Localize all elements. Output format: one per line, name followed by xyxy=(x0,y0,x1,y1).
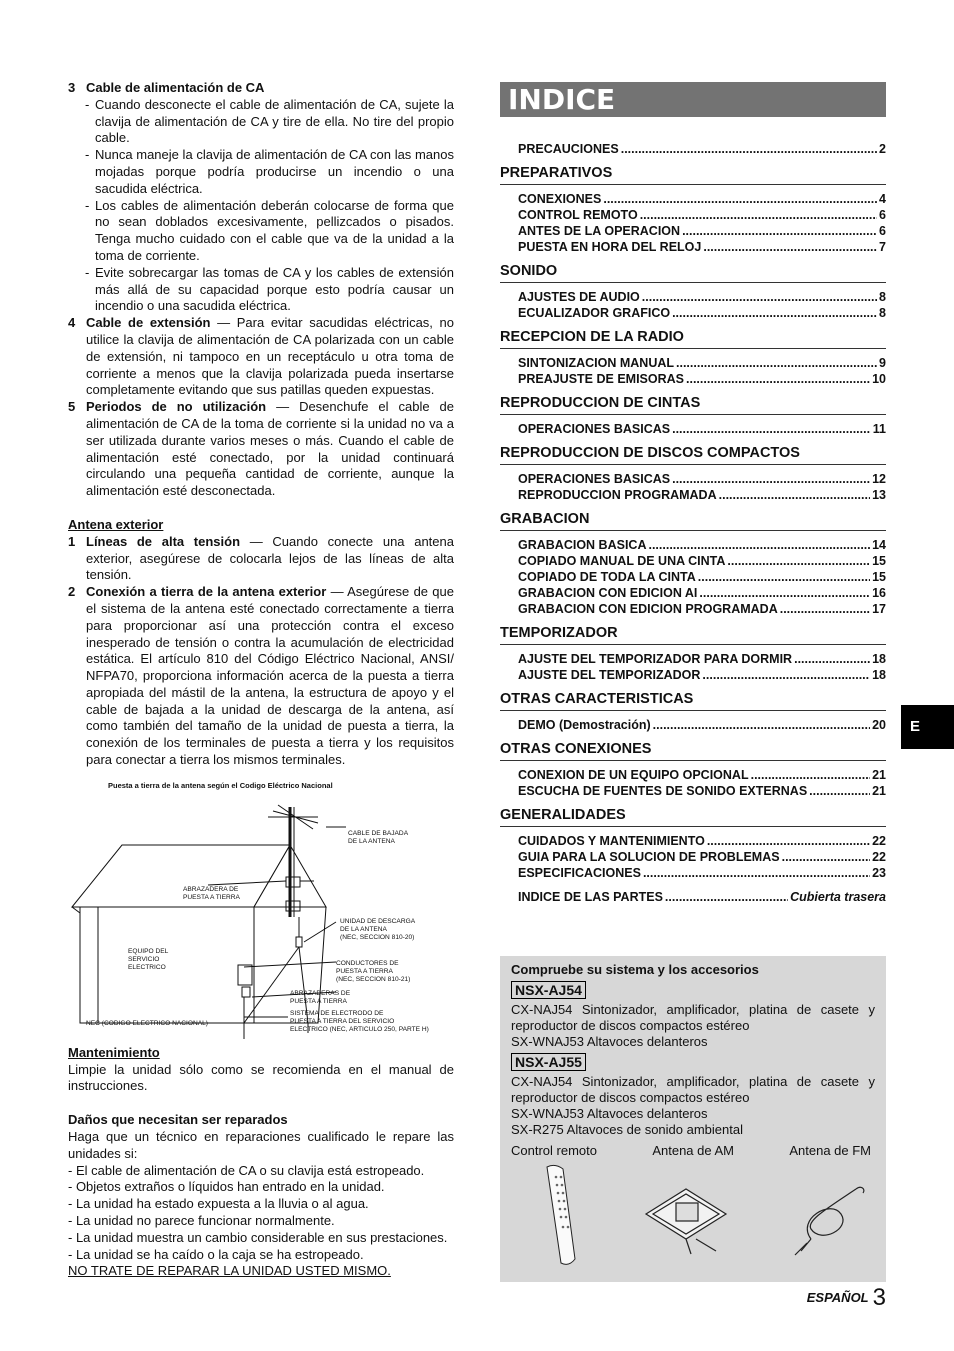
antenna-item-1: 1 Líneas de alta tensión — Cuando conecte una antena exterior, asegúrese de colocarla lejos de las líneas de alta tensión. xyxy=(68,533,454,583)
accessory-label: Control remoto xyxy=(511,1143,597,1158)
toc-entry[interactable]: CONEXION DE UN EQUIPO OPCIONAL ..... 21 xyxy=(518,767,886,783)
accessory-label: Antena de FM xyxy=(789,1143,871,1158)
damage-list xyxy=(68,1163,454,1264)
damage-title: Daños que necesitan ser reparados xyxy=(68,1112,288,1128)
toc-group xyxy=(500,395,886,437)
toc-entry[interactable]: GRABACION CON EDICION PROGRAMADA ..... 17 xyxy=(518,601,886,617)
sub-item: - Cuando desconecte el cable de alimentación de CA, sujete la clavija de alimentación de CA y tire de ella. No tire del propio cable. xyxy=(85,96,454,146)
toc-entry-parts[interactable]: INDICE DE LAS PARTES ..... Cubierta trasera xyxy=(518,889,886,905)
toc-group xyxy=(500,625,886,683)
svg-text:(NEC, SECCION 810-20): (NEC, SECCION 810-20) xyxy=(340,933,415,941)
item-heading: Cable de alimentación de CA xyxy=(86,80,265,95)
sub-item: - Nunca maneje la clavija de alimentación de CA con las manos mojadas porque podría producirse un incendio o una sacudida eléctrica. xyxy=(85,147,454,196)
maintenance-text: Limpie la unidad sólo como se recomienda en el manual de instrucciones. xyxy=(68,1061,454,1094)
accessories-title: Compruebe su sistema y los accesorios xyxy=(511,962,759,977)
svg-text:DE LA ANTENA: DE LA ANTENA xyxy=(340,925,387,933)
toc-group-title: GENERALIDADES xyxy=(500,807,886,827)
svg-text:PUESTA A TIERRA: PUESTA A TIERRA xyxy=(290,997,347,1005)
page-number: 3 xyxy=(872,1284,886,1311)
toc-group-title: REPRODUCCION DE CINTAS xyxy=(500,395,886,415)
damage-intro: Haga que un técnico en reparaciones cualificado le repare las unidades si: xyxy=(68,1129,454,1161)
item-3 xyxy=(68,80,454,97)
toc-entry[interactable]: GUIA PARA LA SOLUCION DE PROBLEMAS ..... 22 xyxy=(518,849,886,865)
svg-text:(NEC, SECCION 810-21): (NEC, SECCION 810-21) xyxy=(336,975,411,983)
toc-entry[interactable]: DEMO (Demostración) ..... 20 xyxy=(518,717,886,733)
sub-item: - Evite sobrecargar las tomas de CA y los cables de extensión más allá de su capacidad porque esto podría causar un incendio o una sacudida eléctrica. xyxy=(85,264,454,314)
toc-group xyxy=(500,165,886,255)
accessories-box: Compruebe su sistema y los accesorios NSX-AJ54 CX-NAJ54 Sintonizador, amplificador, platina de casete y reproductor de discos compactos estéreo SX-WNAJ53 Altavoces delanteros NSX-AJ55 CX-NAJ54 Sintonizador, amplificador, platina de casete y reproductor de discos compactos estéreo SX-WNAJ53 Altavoces delanteros SX-R275 Altavoces de sonido ambiental Control remoto Antena de AM Antena de FM xyxy=(500,956,886,1282)
list-item: - El cable de alimentación de CA o su clavija está estropeado. xyxy=(68,1162,425,1178)
toc-entry[interactable]: ESPECIFICACIONES ..... 23 xyxy=(518,865,886,881)
toc-group-title: GRABACION xyxy=(500,511,886,531)
grounding-diagram xyxy=(68,777,454,1045)
toc-entry[interactable]: CUIDADOS Y MANTENIMIENTO ..... 22 xyxy=(518,833,886,849)
list-item: - Objetos extraños o líquidos han entrado en la unidad. xyxy=(68,1179,385,1195)
toc-entry[interactable]: GRABACION CON EDICION AI ..... 16 xyxy=(518,585,886,601)
language-tab[interactable]: E xyxy=(901,705,954,749)
toc-entry[interactable]: CONEXIONES ..... 4 xyxy=(518,191,886,207)
svg-text:ELECTRICO: ELECTRICO xyxy=(128,963,166,971)
remote-control-icon xyxy=(547,1165,575,1264)
antenna-item-2: 2 Conexión a tierra de la antena exterior — Asegúrese de que el sistema de la antena esté conectado correctamente a tierra para proporcionar así una protección contra el exceso inesperado de tensión o contra la acumulación de electricidad estática. El artículo 810 del Código Eléctrico Nacional, ANSI/ NFPA70, proporciona información acerca de la puesta a tierra apropiada del mástil de la antena, la estructura de apoyo y el cable de bajada a la unidad de descarga de la antena, así como también del tamaño de la unidad de puesta a tierra, la conexión de los terminales de puesta a tierra y los requisitos para conectar a tierra los mismos terminales. xyxy=(68,584,454,768)
toc-groups xyxy=(500,165,886,881)
toc-group xyxy=(500,807,886,881)
table-of-contents xyxy=(500,82,886,905)
item-number: 3 xyxy=(68,80,76,95)
toc-group-title: REPRODUCCION DE DISCOS COMPACTOS xyxy=(500,445,886,465)
toc-entry[interactable]: CONTROL REMOTO ..... 6 xyxy=(518,207,886,223)
toc-entry[interactable]: GRABACION BASICA ..... 14 xyxy=(518,537,886,553)
model-badge: NSX-AJ55 xyxy=(511,1053,586,1071)
toc-group xyxy=(500,511,886,617)
svg-text:UNIDAD DE DESCARGA: UNIDAD DE DESCARGA xyxy=(340,917,416,925)
accessory-label: Antena de AM xyxy=(652,1143,734,1158)
svg-text:PUESTA A TIERRA: PUESTA A TIERRA xyxy=(336,967,393,975)
toc-entry[interactable]: PRECAUCIONES ..... 2 xyxy=(518,141,886,157)
svg-text:SERVICIO: SERVICIO xyxy=(128,955,160,963)
list-item: - La unidad muestra un cambio considerable en sus prestaciones. xyxy=(68,1229,448,1245)
am-antenna-icon xyxy=(646,1189,726,1254)
svg-text:ELECTRICO (NEC, ARTICULO 250,: ELECTRICO (NEC, ARTICULO 250, PARTE H) xyxy=(290,1025,429,1033)
svg-text:EQUIPO DEL: EQUIPO DEL xyxy=(128,947,169,955)
list-item: - La unidad se ha caído o la caja se ha estropeado. xyxy=(68,1246,364,1262)
item-4: 4 Cable de extensión — Para evitar sacudidas eléctricas, no utilice la clavija de alimentación de CA polarizada con un cable de extensión, ni tampoco en un receptáculo u otra toma de corriente a menos que la clavija polarizada pueda insertarse completamente evitando que sus patillas queden expuestas. xyxy=(68,315,454,398)
toc-group-title: OTRAS CONEXIONES xyxy=(500,741,886,761)
svg-text:ABRAZADERA DE: ABRAZADERA DE xyxy=(183,885,239,893)
antenna-title: Antena exterior xyxy=(68,516,164,532)
toc-entry[interactable]: ESCUCHA DE FUENTES DE SONIDO EXTERNAS ..... 21 xyxy=(518,783,886,799)
model-badge: NSX-AJ54 xyxy=(511,981,586,999)
diagram-title: Puesta a tierra de la antena según el Codigo Eléctrico Nacional xyxy=(108,780,333,790)
svg-text:CABLE DE BAJADA: CABLE DE BAJADA xyxy=(348,829,409,837)
toc-entry[interactable]: COPIADO MANUAL DE UNA CINTA ..... 15 xyxy=(518,553,886,569)
sub-item: - Los cables de alimentación deberán colocarse de forma que no sean doblados excesivamente, pellizcados o pisados. Tenga mucho cuidado con el cable que va de la unidad a la toma de corriente. xyxy=(85,197,454,263)
maintenance-title: Mantenimiento xyxy=(68,1044,160,1060)
toc-entry[interactable]: AJUSTE DEL TEMPORIZADOR PARA DORMIR ..... 18 xyxy=(518,651,886,667)
toc-entry[interactable]: PREAJUSTE DE EMISORAS ..... 10 xyxy=(518,371,886,387)
toc-group-title: PREPARATIVOS xyxy=(500,165,886,185)
damage-warning: NO TRATE DE REPARAR LA UNIDAD USTED MISMO. xyxy=(68,1263,391,1279)
svg-text:ABRAZADERAS DE: ABRAZADERAS DE xyxy=(290,989,351,997)
list-item: - La unidad ha estado expuesta a la lluvia o al agua. xyxy=(68,1196,369,1212)
page-footer xyxy=(807,1284,886,1312)
toc-entry[interactable]: COPIADO DE TODA LA CINTA ..... 15 xyxy=(518,569,886,585)
svg-text:PUESTA A TIERRA: PUESTA A TIERRA xyxy=(183,893,240,901)
fm-antenna-icon xyxy=(795,1187,864,1255)
toc-group-title: SONIDO xyxy=(500,263,886,283)
list-item: - La unidad no parece funcionar normalmente. xyxy=(68,1213,335,1229)
svg-text:SISTEMA DE ELECTRODO DE: SISTEMA DE ELECTRODO DE xyxy=(290,1009,384,1017)
toc-entry[interactable]: OPERACIONES BASICAS ..... 12 xyxy=(518,471,886,487)
toc-entry[interactable]: AJUSTES DE AUDIO ..... 8 xyxy=(518,289,886,305)
item-5: 5 Periodos de no utilización — Desenchufe el cable de alimentación de CA de la toma de corriente si la unidad no va a ser utilizada durante varios meses o más. Cuando el cable de alimentación esté conectado, por la unidad continuará circulando una pequeña cantidad de corriente, aunque la alimentación esté desconectada. xyxy=(68,399,454,499)
toc-group-title: RECEPCION DE LA RADIO xyxy=(500,329,886,349)
svg-text:DE LA ANTENA: DE LA ANTENA xyxy=(348,837,395,845)
toc-entry[interactable]: SINTONIZACION MANUAL ..... 9 xyxy=(518,355,886,371)
toc-group xyxy=(500,329,886,387)
svg-text:CONDUCTORES DE: CONDUCTORES DE xyxy=(336,959,399,967)
svg-text:PUESTA A TIERRA DEL SERVICIO: PUESTA A TIERRA DEL SERVICIO xyxy=(290,1017,395,1025)
accessory-images xyxy=(511,1159,875,1269)
toc-entry[interactable]: OPERACIONES BASICAS ..... 11 xyxy=(518,421,886,437)
toc-entry[interactable]: AJUSTE DEL TEMPORIZADOR ..... 18 xyxy=(518,667,886,683)
left-column xyxy=(68,80,454,1280)
toc-group xyxy=(500,741,886,799)
toc-entry[interactable]: ECUALIZADOR GRAFICO ..... 8 xyxy=(518,305,886,321)
footer-language: ESPAÑOL xyxy=(806,1290,869,1305)
toc-title: INDICE xyxy=(500,82,886,117)
toc-group xyxy=(500,445,886,503)
toc-group-title: TEMPORIZADOR xyxy=(500,625,886,645)
toc-group xyxy=(500,691,886,733)
toc-entry[interactable]: REPRODUCCION PROGRAMADA ..... 13 xyxy=(518,487,886,503)
toc-entry[interactable]: PUESTA EN HORA DEL RELOJ ..... 7 xyxy=(518,239,886,255)
toc-group-title: OTRAS CARACTERISTICAS xyxy=(500,691,886,711)
svg-text:NEC (CODIGO ELECTRICO NACIONAL: NEC (CODIGO ELECTRICO NACIONAL) xyxy=(86,1019,208,1027)
toc-entry[interactable]: ANTES DE LA OPERACION ..... 6 xyxy=(518,223,886,239)
toc-group xyxy=(500,263,886,321)
